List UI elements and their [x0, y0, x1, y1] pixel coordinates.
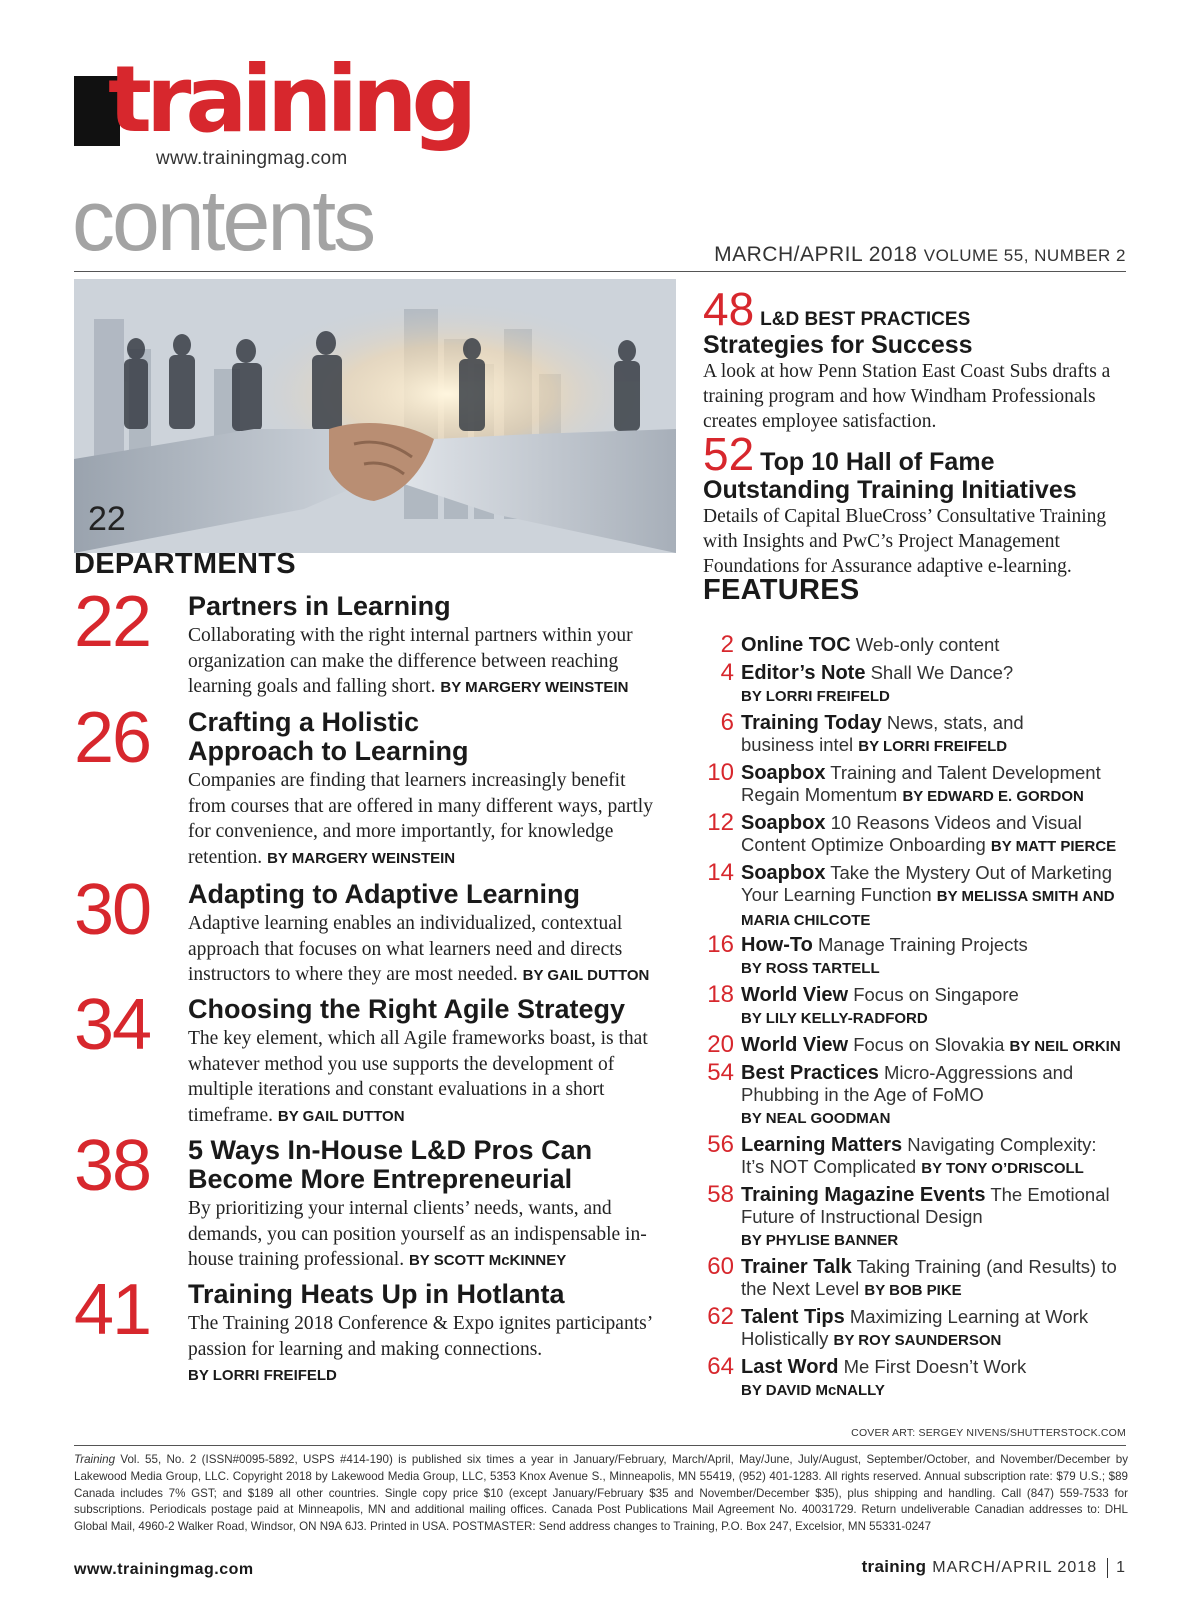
department-byline: BY GAIL DUTTON	[522, 967, 650, 984]
top-article-description: Details of Capital BlueCross’ Consultative Training with Insights and PwC’s Project Management Foundations for Assurance adaptive e-learning.	[703, 506, 1107, 577]
feature-description: Take the Mystery Out of Marketing Your Learning Function	[741, 862, 1112, 905]
department-title: Adapting to Adaptive Learning	[188, 879, 581, 909]
feature-text	[741, 1034, 1141, 1058]
feature-page-number: 56	[707, 1131, 734, 1158]
feature-title: Learning Matters	[741, 1134, 903, 1156]
footer-folio	[862, 1557, 1126, 1578]
top-article-page-number: 48	[703, 283, 755, 335]
feature-page-number: 60	[707, 1253, 734, 1280]
feature-title: Last Word	[741, 1356, 839, 1378]
feature-description: Training and Talent Development Regain Momentum	[741, 762, 1101, 805]
feature-title: Talent Tips	[741, 1306, 845, 1328]
feature-text	[741, 634, 1141, 656]
issue-date: MARCH/APRIL 2018	[714, 243, 918, 266]
department-title: Partners in Learning	[188, 591, 451, 621]
feature-title: Training Magazine Events	[741, 1184, 986, 1206]
department-description: By prioritizing your internal clients’ needs, wants, and demands, you can position yourself as an indispensable in-house training professional. BY SCOTT McKINNEY	[188, 1198, 647, 1270]
cover-credit: COVER ART: SERGEY NIVENS/SHUTTERSTOCK.COM	[851, 1427, 1126, 1439]
department-title: Training Heats Up in Hotlanta	[188, 1279, 565, 1309]
footer-date: MARCH/APRIL 2018	[932, 1559, 1098, 1576]
feature-description: Web-only content	[855, 634, 1000, 655]
feature-page-number: 64	[707, 1353, 734, 1380]
feature-title: Trainer Talk	[741, 1256, 852, 1278]
department-page-number: 22	[74, 582, 151, 662]
top-article-item[interactable]	[703, 283, 1133, 434]
feature-title: How-To	[741, 934, 813, 956]
publication-fine-print	[74, 1452, 1128, 1536]
top-article-page-number: 52	[703, 428, 755, 480]
feature-page-number: 2	[720, 631, 734, 658]
department-page-number: 30	[74, 870, 151, 950]
feature-text	[741, 984, 1141, 1030]
feature-title: Soapbox	[741, 812, 826, 834]
feature-title: Online TOC	[741, 634, 851, 656]
feature-byline: BY LORRI FREIFELD	[858, 738, 1008, 755]
logo-wordmark: training	[108, 46, 472, 153]
top-article-kicker: Top 10 Hall of Fame	[760, 448, 995, 476]
feature-text	[741, 712, 1041, 758]
feature-byline: BY LORRI FREIFELD	[741, 688, 890, 705]
photo-page-tag: 22	[88, 500, 126, 538]
feature-byline: BY PHYLISE BANNER	[741, 1232, 899, 1249]
feature-page-number: 20	[707, 1031, 734, 1058]
department-description: Adaptive learning enables an individualized, contextual approach that focuses on what learners need and directs instructors to where they are most needed. BY GAIL DUTTON	[188, 913, 650, 985]
department-byline: BY SCOTT McKINNEY	[408, 1252, 567, 1269]
feature-page-number: 12	[707, 809, 734, 836]
departments-heading: DEPARTMENTS	[74, 548, 296, 580]
feature-page-number: 54	[707, 1059, 734, 1086]
feature-page-number: 18	[707, 981, 734, 1008]
issue-volume: VOLUME 55, NUMBER 2	[923, 246, 1126, 265]
feature-description: Maximizing Learning at Work Holistically	[741, 1306, 1089, 1349]
feature-page-number: 4	[720, 659, 734, 686]
feature-byline: BY LILY KELLY-RADFORD	[741, 1010, 928, 1027]
top-article-title: Strategies for Success	[703, 331, 973, 359]
feature-page-number: 6	[720, 709, 734, 736]
feature-byline: BY NEIL ORKIN	[1009, 1038, 1121, 1055]
feature-title: Best Practices	[741, 1062, 879, 1084]
footer-url-link[interactable]: www.trainingmag.com	[74, 1561, 254, 1578]
feature-text	[741, 662, 1141, 708]
feature-description: Focus on Singapore	[853, 984, 1019, 1005]
top-article-kicker: L&D BEST PRACTICES	[760, 309, 971, 330]
feature-byline: BY DAVID McNALLY	[741, 1382, 885, 1399]
feature-byline: BY TONY O’DRISCOLL	[921, 1160, 1084, 1177]
feature-page-number: 58	[707, 1181, 734, 1208]
feature-page-number: 16	[707, 931, 734, 958]
feature-description: Shall We Dance?	[870, 662, 1014, 683]
department-byline: BY MARGERY WEINSTEIN	[440, 679, 629, 696]
feature-page-number: 62	[707, 1303, 734, 1330]
footer-rule	[74, 1445, 1126, 1446]
top-article-title: Outstanding Training Initiatives	[703, 476, 1077, 504]
feature-description: News, stats, and business intel	[741, 712, 1024, 755]
feature-description: Micro-Aggressions and Phubbing in the Age of FoMO	[741, 1062, 1074, 1105]
feature-page-number: 10	[707, 759, 734, 786]
feature-text	[741, 1184, 1121, 1252]
feature-description: Manage Training Projects	[817, 934, 1028, 955]
feature-text	[741, 1256, 1126, 1302]
feature-text	[741, 812, 1126, 858]
feature-text	[741, 934, 1141, 980]
feature-text	[741, 1356, 1141, 1402]
fine-print-text: Vol. 55, No. 2 (ISSN#0095-5892, USPS #414-190) is published six times a year in January/February, March/April, May/June, July/August, September/October, and November/December by Lakewood Media Group, LLC. Copyright 2018 by Lakewood Media Group, LLC, 5353 Knox Avenue S., Minneapolis, MN 55419, (952) 401-1283. All rights reserved. Annual subscription rate: $79 U.S.; $89 Canada includes 7% GST; and $189 all other countries. Single copy price $10 (except January/February $35 and November/December $35), plus shipping and handling. Call (847) 559-7533 for subscriptions. Periodicals postage paid at Minneapolis, MN and additional mailing offices. Canada Post Publications Mail Agreement No. 40031729. Return undeliverable Canadian addresses to: DHL Global Mail, 4960-2 Walker Road, Windsor, ON N9A 6J3. Printed in USA. POSTMASTER: Send address changes to Training, P.O. Box 247, Excelsior, MN 55331-0247	[74, 1453, 1128, 1534]
feature-text	[741, 1134, 1116, 1180]
footer-divider	[1107, 1558, 1108, 1578]
footer-page-number: 1	[1116, 1559, 1126, 1576]
feature-title: World View	[741, 1034, 849, 1056]
department-page-number: 41	[74, 1270, 151, 1350]
department-page-number: 26	[74, 698, 151, 778]
department-title: 5 Ways In-House L&D Pros Can Become More Entrepreneurial	[188, 1135, 593, 1194]
issue-line	[714, 243, 1126, 267]
feature-byline: BY ROY SAUNDERSON	[833, 1332, 1002, 1349]
feature-title: Soapbox	[741, 862, 826, 884]
feature-page-number: 14	[707, 859, 734, 886]
feature-title: Soapbox	[741, 762, 826, 784]
feature-text	[741, 862, 1126, 932]
features-heading: FEATURES	[703, 574, 860, 606]
feature-title: Training Today	[741, 712, 882, 734]
feature-byline: BY MATT PIERCE	[990, 838, 1117, 855]
feature-description: Me First Doesn’t Work	[843, 1356, 1027, 1377]
top-article-item[interactable]	[703, 428, 1133, 579]
training-logo[interactable]	[74, 46, 472, 172]
feature-description: Taking Training (and Results) to the Next Level	[741, 1256, 1117, 1299]
logo-url: www.trainingmag.com	[156, 148, 348, 169]
footer-brand: training	[861, 1557, 927, 1576]
department-byline: BY MARGERY WEINSTEIN	[267, 849, 456, 867]
feature-text	[741, 1306, 1111, 1352]
department-description: Companies are finding that learners increasingly benefit from courses that are offered in many different ways, partly for convenience, and more importantly, for knowledge retention. BY MARGERY WEINSTEIN	[188, 770, 653, 868]
contents-title: contents	[72, 173, 374, 269]
department-byline: BY GAIL DUTTON	[277, 1107, 405, 1125]
feature-description: Focus on Slovakia	[853, 1034, 1005, 1055]
feature-description: Navigating Complexity: It’s NOT Complicated	[741, 1134, 1097, 1177]
feature-description: The Emotional Future of Instructional Design	[741, 1184, 1110, 1227]
top-article-description: A look at how Penn Station East Coast Subs drafts a training program and how Windham Professionals creates employee satisfaction.	[703, 361, 1111, 432]
department-description: The Training 2018 Conference & Expo ignites participants’ passion for learning and making connections. BY LORRI FREIFELD	[188, 1313, 652, 1384]
fine-print-lead: Training	[74, 1453, 116, 1466]
handshake-cityscape-image	[74, 279, 676, 553]
feature-title: World View	[741, 984, 849, 1006]
feature-byline: BY EDWARD E. GORDON	[902, 788, 1084, 805]
feature-text	[741, 1062, 1101, 1130]
header-rule	[74, 271, 1126, 272]
department-page-number: 34	[74, 985, 151, 1065]
feature-byline: BY BOB PIKE	[864, 1282, 962, 1299]
department-page-number: 38	[74, 1126, 151, 1206]
department-description: The key element, which all Agile frameworks boast, is that whatever method you use supports the development of multiple iterations and constant evaluations in a short timeframe. BY GAIL DUTTON	[188, 1028, 648, 1126]
cover-photo[interactable]	[74, 279, 676, 553]
feature-byline: BY MELISSA SMITH AND MARIA CHILCOTE	[741, 888, 1115, 929]
feature-byline: BY NEAL GOODMAN	[741, 1110, 891, 1127]
feature-title: Editor’s Note	[741, 662, 866, 684]
department-title: Crafting a Holistic Approach to Learning	[188, 707, 469, 766]
department-description: Collaborating with the right internal partners within your organization can make the difference between reaching learning goals and falling short. BY MARGERY WEINSTEIN	[188, 625, 633, 697]
feature-text	[741, 762, 1121, 808]
department-title: Choosing the Right Agile Strategy	[188, 994, 626, 1024]
feature-byline: BY ROSS TARTELL	[741, 960, 880, 977]
feature-description: 10 Reasons Videos and Visual Content Optimize Onboarding	[741, 812, 1082, 855]
department-byline: BY LORRI FREIFELD	[188, 1367, 337, 1384]
